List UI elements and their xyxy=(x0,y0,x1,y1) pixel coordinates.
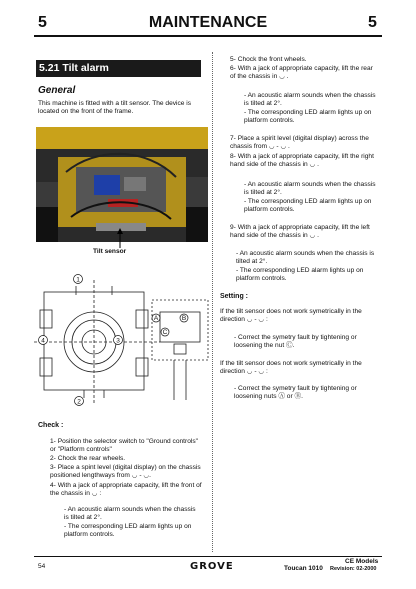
diagram-label-3: 3 xyxy=(116,337,120,345)
diagram-label-c: C xyxy=(162,329,168,337)
model-name: Toucan 1010 xyxy=(284,565,323,572)
revision-label: Revision: 02-2000 xyxy=(330,566,377,572)
caption-pointer-arrow xyxy=(108,228,132,248)
check-note-alarm: - An acoustic alarm sounds when the chassis is tilted at 2°. xyxy=(64,506,196,522)
header-rule xyxy=(34,35,382,37)
step-7: 7- Place a spirit level (digital display) across the chassis from ◡ - ◡ . xyxy=(230,135,369,151)
diagram-label-4: 4 xyxy=(41,337,45,345)
tilt-sensor-photo xyxy=(36,127,208,242)
step-8: 8- With a jack of appropriate capacity, lift the right hand side of the chassis in ◡ . xyxy=(230,153,374,169)
page-title: MAINTENANCE xyxy=(148,14,268,31)
footer-rule xyxy=(34,556,382,557)
step-6: 6- With a jack of appropriate capacity, lift the rear of the chassis in ◡ . xyxy=(230,65,373,81)
check-step-3: 3- Place a spint level (digital display) on the chassis positioned lengthways from ◡ - ◡. xyxy=(50,464,201,480)
machine-photo-illustration xyxy=(36,127,208,242)
check-note-led: - The corresponding LED alarm lights up on platform controls. xyxy=(64,523,192,539)
intro-paragraph: This machine is fitted with a tilt sensor. The device is located on the front of the frame. xyxy=(38,100,192,116)
setting-2-note: - Correct the symetry fault by tightening or loosening nuts Ⓐ or Ⓑ. xyxy=(234,385,357,401)
header-chapter-left: 5 xyxy=(38,14,47,31)
column-divider xyxy=(212,52,214,552)
chassis-drawing xyxy=(34,270,210,410)
step-8-note-alarm: - An acoustic alarm sounds when the chassis is tilted at 2°. xyxy=(244,181,376,197)
diagram-label-a: A xyxy=(153,315,159,323)
step-9: 9- With a jack of appropriate capacity, lift the left hand side of the chassis in ◡ . xyxy=(230,224,370,240)
setting-1-text: If the tilt sensor does not work symetrically in the direction ◡ - ◡ : xyxy=(220,308,362,324)
step-6-note-alarm: - An acoustic alarm sounds when the chassis is tilted at 2°. xyxy=(244,92,376,108)
brand-logo: GROVE xyxy=(190,561,234,572)
ce-mark-icon: CE xyxy=(345,558,356,565)
diagram-label-2: 2 xyxy=(77,398,81,406)
setting-title: Setting : xyxy=(220,293,248,300)
step-6-note-led: - The corresponding LED alarm lights up on platform controls. xyxy=(244,109,372,125)
header-chapter-right: 5 xyxy=(368,14,377,31)
check-step-2: 2- Chock the rear wheels. xyxy=(50,455,126,462)
chassis-diagram xyxy=(34,270,210,410)
section-subtitle: General xyxy=(38,85,76,96)
page-number: 54 xyxy=(38,563,46,570)
check-step-4: 4- With a jack of appropriate capacity, lift the front of the chassis in ◡ : xyxy=(50,482,202,498)
photo-caption: Tilt sensor xyxy=(93,248,127,255)
diagram-label-b: B xyxy=(181,315,187,323)
step-9-note-led: - The corresponding LED alarm lights up on platform controls. xyxy=(236,267,364,283)
section-title: 5.21 Tilt alarm xyxy=(36,60,201,77)
setting-2-text: If the tilt sensor does not work symetrically in the direction ◡ - ◡ : xyxy=(220,360,362,376)
check-title: Check : xyxy=(38,422,64,429)
step-8-note-led: - The corresponding LED alarm lights up on platform controls. xyxy=(244,198,372,214)
models-label: CE Models xyxy=(345,558,379,565)
step-5: 5- Chock the front wheels. xyxy=(230,56,307,63)
step-9-note-alarm: - An acoustic alarm sounds when the chassis is tilted at 2°. xyxy=(236,250,375,266)
check-step-1: 1- Position the selector switch to "Ground controls" or "Platform controls" xyxy=(50,438,198,454)
setting-1-note: - Correct the symetry fault by tightening or loosening the nut Ⓒ. xyxy=(234,334,357,350)
diagram-label-1: 1 xyxy=(76,276,80,284)
